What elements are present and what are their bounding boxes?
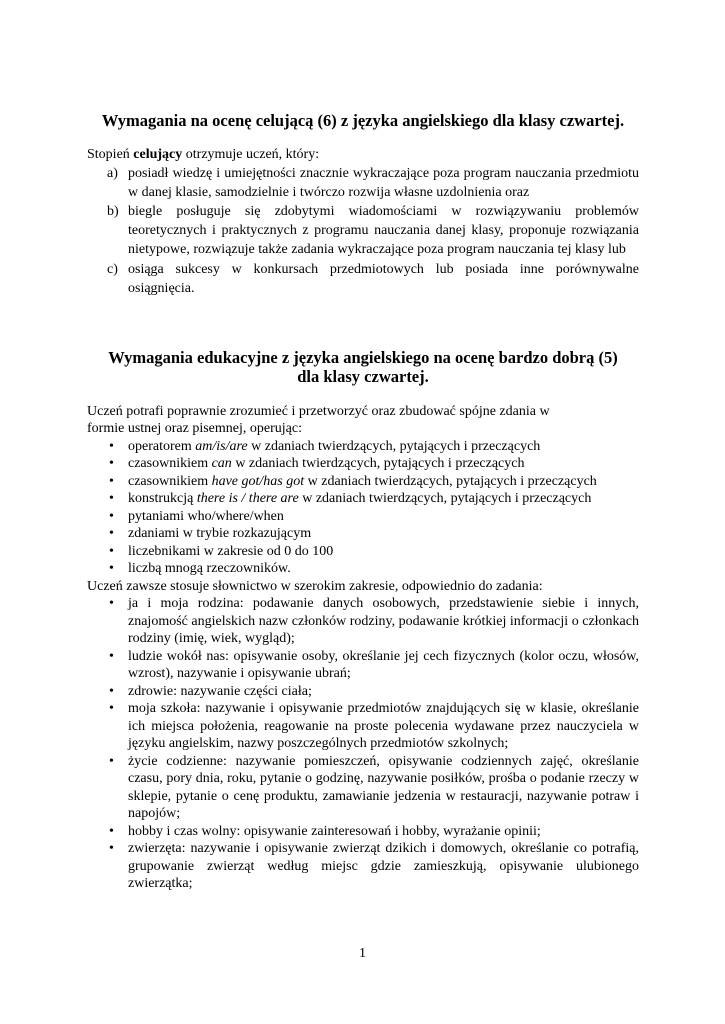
list-item: • czasownikiem can w zdaniach twierdzących, pytających i przeczących (87, 455, 639, 473)
section2-title-line1: Wymagania edukacyjne z języka angielskiego na ocenę bardzo dobrą (5) (108, 347, 618, 367)
vocab-list (87, 595, 639, 893)
vocab-intro: Uczeń zawsze stosuje słownictwo w szerokim zakresie, odpowiednio do zadania: (87, 578, 543, 594)
grammar-list (87, 438, 639, 578)
section2-intro (87, 403, 639, 438)
list-item: • zwierzęta: nazywanie i opisywanie zwierząt dzikich i domowych, określanie co potrafią, grupowanie zwierząt według miejsc gdzie zamieszkują, opisywanie ulubionego zwierzątka; (87, 840, 639, 893)
list-item: • ludzie wokół nas: opisywanie osoby, określanie jej cech fizycznych (kolor oczu, włosów, wzrost), nazywanie i opisywanie ubrań; (87, 648, 639, 683)
list-item: • zdaniami w trybie rozkazującym (87, 525, 639, 543)
list-marker: c) (107, 261, 118, 277)
intro-text-after: otrzymuje uczeń, który: (182, 147, 320, 162)
list-item-text: osiąga sukcesy w konkursach przedmiotowych lub posiada inne porównywalne osiągnięcia. (128, 261, 639, 296)
list-marker: a) (107, 165, 118, 181)
list-item: • konstrukcją there is / there are w zdaniach twierdzących, pytających i przeczących (87, 490, 639, 508)
list-item: • liczbą mnogą rzeczowników. (87, 560, 639, 578)
list-marker: b) (107, 203, 119, 219)
list-item-text: posiadł wiedzę i umiejętności znacznie wykraczające poza program nauczania przedmiotu w danej klasie, samodzielnie i twórczo rozwija własne uzdolnienia oraz (128, 165, 639, 200)
list-item: • pytaniami who/where/when (87, 508, 639, 526)
section1-intro (87, 146, 639, 164)
list-item: • ja i moja rodzina: podawanie danych osobowych, przedstawienie siebie i innych, znajomość angielskich nazw członków rodziny, podawanie krótkiej informacji o członkach rodziny (imię, wiek, wygląd); (87, 595, 639, 648)
section1-title: Wymagania na ocenę celującą (6) z języka angielskiego dla klasy czwartej. (101, 111, 625, 130)
intro-text-before: Stopień (87, 147, 134, 162)
list-item (87, 260, 639, 298)
list-item: • operatorem am/is/are w zdaniach twierdzących, pytających i przeczących (87, 438, 639, 456)
section2-intro-line1: Uczeń potrafi poprawnie zrozumieć i przetworzyć oraz zbudować spójne zdania w (87, 403, 550, 419)
section2-title-line2: dla klasy czwartej. (297, 366, 429, 386)
list-item: • czasownikiem have got/has got w zdaniach twierdzących, pytających i przeczących (87, 473, 639, 491)
list-item: • zdrowie: nazywanie części ciała; (87, 683, 639, 701)
list-item: • życie codzienne: nazywanie pomieszczeń, opisywanie codziennych zajęć, określanie czasu, pory dnia, roku, pytanie o godzinę, nazywanie posiłków, prośba o podanie rzeczy w sklepie, pytanie o cenę produktu, zamawianie jedzenia w restauracji, nazywanie potraw i napojów; (87, 753, 639, 823)
list-item-text: biegle posługuje się zdobytymi wiadomościami w rozwiązywaniu problemów teoretycznych i praktycznych z programu nauczania danej klasy, proponuje rozwiązania nietypowe, rozwiązuje także zadania wykraczające poza program nauczania tej klasy lub (128, 203, 639, 258)
section2-intro-line2: formie ustnej oraz pisemnej, operując: (87, 421, 302, 437)
page-number: 1 (359, 946, 366, 961)
document-page (87, 0, 639, 893)
section2-title (87, 348, 639, 386)
section1-list (87, 164, 639, 298)
intro-bold-word: celujący (133, 147, 183, 162)
list-item: • hobby i czas wolny: opisywanie zainteresowań i hobby, wyrażanie opinii; (87, 823, 639, 841)
list-item: • moja szkoła: nazywanie i opisywanie przedmiotów znajdujących się w klasie, określanie ich miejsca położenia, reagowanie na proste polecenia wydawane przez nauczyciela w języku angielskim, nazwy poszczególnych przedmiotów szkolnych; (87, 700, 639, 753)
list-item (87, 164, 639, 202)
list-item (87, 202, 639, 260)
list-item: • liczebnikami w zakresie od 0 do 100 (87, 543, 639, 561)
